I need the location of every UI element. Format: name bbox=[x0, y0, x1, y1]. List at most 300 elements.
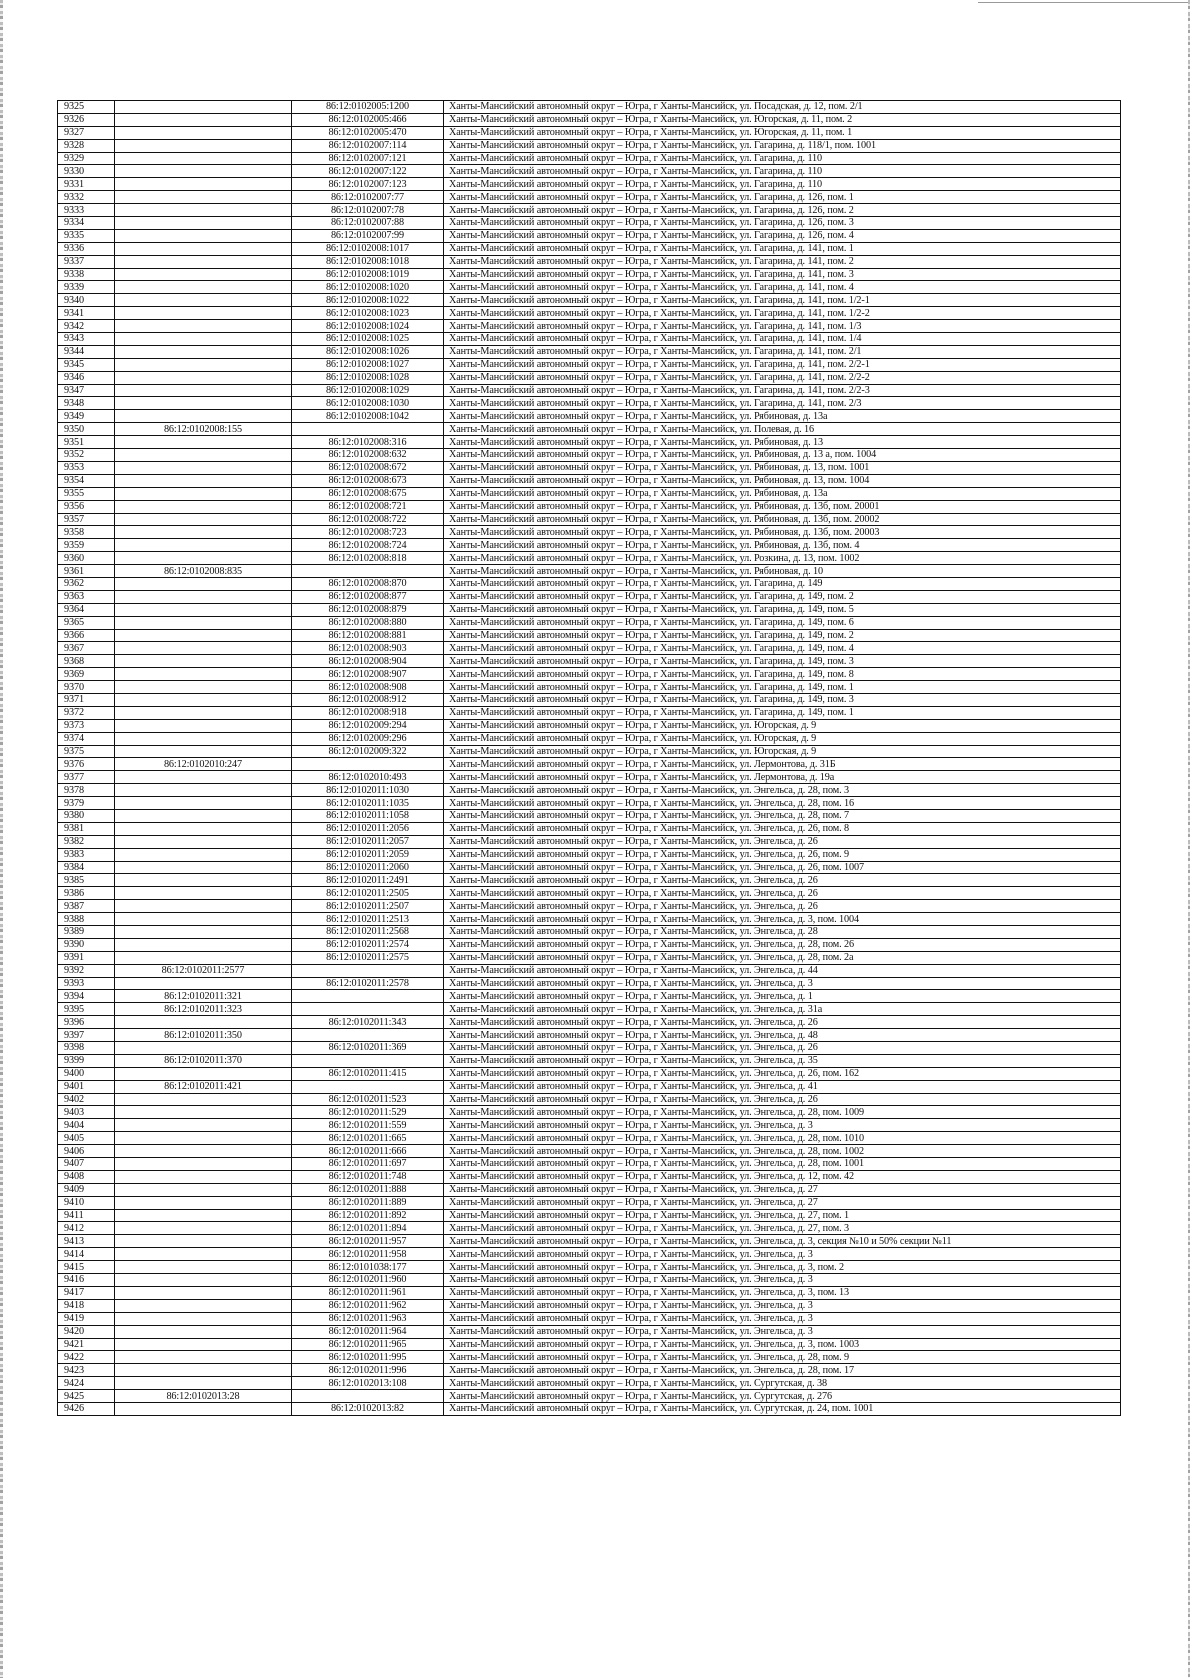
row-number-cell: 9403 bbox=[58, 1106, 115, 1119]
row-number-cell: 9426 bbox=[58, 1402, 115, 1415]
land-cadastral-number-cell bbox=[115, 861, 292, 874]
row-number-cell: 9418 bbox=[58, 1299, 115, 1312]
land-cadastral-number-cell bbox=[115, 101, 292, 114]
row-number-cell: 9354 bbox=[58, 474, 115, 487]
land-cadastral-number-cell bbox=[115, 603, 292, 616]
building-cadastral-number-cell: 86:12:0102008:672 bbox=[292, 461, 444, 474]
building-cadastral-number-cell: 86:12:0102008:881 bbox=[292, 629, 444, 642]
row-number-cell: 9423 bbox=[58, 1364, 115, 1377]
building-cadastral-number-cell: 86:12:0102008:1017 bbox=[292, 242, 444, 255]
row-number-cell: 9404 bbox=[58, 1119, 115, 1132]
land-cadastral-number-cell bbox=[115, 590, 292, 603]
table-row bbox=[58, 964, 1121, 977]
address-cell: Ханты-Мансийский автономный округ – Югра, г Ханты-Мансийск, ул. Розкина, д. 13, пом. 1002 bbox=[444, 552, 1121, 565]
address-cell: Ханты-Мансийский автономный округ – Югра, г Ханты-Мансийск, ул. Энгельса, д. 3 bbox=[444, 977, 1121, 990]
row-number-cell: 9410 bbox=[58, 1196, 115, 1209]
building-cadastral-number-cell: 86:12:0102011:892 bbox=[292, 1209, 444, 1222]
table-row bbox=[58, 1364, 1121, 1377]
address-cell: Ханты-Мансийский автономный округ – Югра, г Ханты-Мансийск, ул. Энгельса, д. 26, пом. 162 bbox=[444, 1067, 1121, 1080]
land-cadastral-number-cell bbox=[115, 1377, 292, 1390]
address-cell: Ханты-Мансийский автономный округ – Югра, г Ханты-Мансийск, ул. Сургутская, д. 24, пом. 1001 bbox=[444, 1402, 1121, 1415]
table-row bbox=[58, 1235, 1121, 1248]
land-cadastral-number-cell bbox=[115, 1222, 292, 1235]
table-row bbox=[58, 1209, 1121, 1222]
row-number-cell: 9358 bbox=[58, 526, 115, 539]
row-number-cell: 9422 bbox=[58, 1351, 115, 1364]
table-row bbox=[58, 1183, 1121, 1196]
land-cadastral-number-cell bbox=[115, 217, 292, 230]
land-cadastral-number-cell bbox=[115, 1299, 292, 1312]
building-cadastral-number-cell: 86:12:0102007:78 bbox=[292, 204, 444, 217]
row-number-cell: 9327 bbox=[58, 126, 115, 139]
building-cadastral-number-cell: 86:12:0102008:879 bbox=[292, 603, 444, 616]
land-cadastral-number-cell bbox=[115, 152, 292, 165]
row-number-cell: 9391 bbox=[58, 951, 115, 964]
scan-edge-top bbox=[978, 2, 1188, 3]
land-cadastral-number-cell: 86:12:0102010:247 bbox=[115, 758, 292, 771]
row-number-cell: 9345 bbox=[58, 358, 115, 371]
address-cell: Ханты-Мансийский автономный округ – Югра, г Ханты-Мансийск, ул. Гагарина, д. 149, пом. 4 bbox=[444, 642, 1121, 655]
building-cadastral-number-cell: 86:12:0102011:2575 bbox=[292, 951, 444, 964]
land-cadastral-number-cell bbox=[115, 268, 292, 281]
table-row bbox=[58, 1248, 1121, 1261]
land-cadastral-number-cell bbox=[115, 229, 292, 242]
table-row bbox=[58, 822, 1121, 835]
land-cadastral-number-cell bbox=[115, 668, 292, 681]
building-cadastral-number-cell: 86:12:0102008:1018 bbox=[292, 255, 444, 268]
address-cell: Ханты-Мансийский автономный округ – Югра, г Ханты-Мансийск, ул. Энгельса, д. 28, пом. 7 bbox=[444, 809, 1121, 822]
table-row bbox=[58, 526, 1121, 539]
table-row bbox=[58, 1119, 1121, 1132]
table-row bbox=[58, 913, 1121, 926]
row-number-cell: 9361 bbox=[58, 565, 115, 578]
address-cell: Ханты-Мансийский автономный округ – Югра, г Ханты-Мансийск, ул. Гагарина, д. 126, пом. 3 bbox=[444, 217, 1121, 230]
address-cell: Ханты-Мансийский автономный округ – Югра, г Ханты-Мансийск, ул. Югорская, д. 11, пом. 1 bbox=[444, 126, 1121, 139]
table-row bbox=[58, 693, 1121, 706]
land-cadastral-number-cell bbox=[115, 513, 292, 526]
table-row bbox=[58, 1338, 1121, 1351]
row-number-cell: 9353 bbox=[58, 461, 115, 474]
land-cadastral-number-cell bbox=[115, 255, 292, 268]
address-cell: Ханты-Мансийский автономный округ – Югра, г Ханты-Мансийск, ул. Рябиновая, д. 13а bbox=[444, 487, 1121, 500]
table-row bbox=[58, 539, 1121, 552]
land-cadastral-number-cell: 86:12:0102008:835 bbox=[115, 565, 292, 578]
row-number-cell: 9419 bbox=[58, 1312, 115, 1325]
table-row bbox=[58, 345, 1121, 358]
address-cell: Ханты-Мансийский автономный округ – Югра, г Ханты-Мансийск, ул. Гагарина, д. 110 bbox=[444, 152, 1121, 165]
row-number-cell: 9328 bbox=[58, 139, 115, 152]
row-number-cell: 9394 bbox=[58, 990, 115, 1003]
row-number-cell: 9373 bbox=[58, 719, 115, 732]
table-row bbox=[58, 1016, 1121, 1029]
address-cell: Ханты-Мансийский автономный округ – Югра, г Ханты-Мансийск, ул. Гагарина, д. 149, пом. 1 bbox=[444, 681, 1121, 694]
address-cell: Ханты-Мансийский автономный округ – Югра, г Ханты-Мансийск, ул. Энгельса, д. 28, пом. 17 bbox=[444, 1364, 1121, 1377]
address-cell: Ханты-Мансийский автономный округ – Югра, г Ханты-Мансийск, ул. Гагарина, д. 141, пом. 1 bbox=[444, 242, 1121, 255]
land-cadastral-number-cell bbox=[115, 1016, 292, 1029]
table-row bbox=[58, 745, 1121, 758]
table-row bbox=[58, 423, 1121, 436]
row-number-cell: 9344 bbox=[58, 345, 115, 358]
building-cadastral-number-cell bbox=[292, 1003, 444, 1016]
address-cell: Ханты-Мансийский автономный округ – Югра, г Ханты-Мансийск, ул. Гагарина, д. 149, пом. 6 bbox=[444, 616, 1121, 629]
table-row bbox=[58, 1145, 1121, 1158]
row-number-cell: 9341 bbox=[58, 307, 115, 320]
table-row bbox=[58, 436, 1121, 449]
address-cell: Ханты-Мансийский автономный округ – Югра, г Ханты-Мансийск, ул. Энгельса, д. 28, пом. 16 bbox=[444, 797, 1121, 810]
table-row bbox=[58, 616, 1121, 629]
row-number-cell: 9355 bbox=[58, 487, 115, 500]
building-cadastral-number-cell: 86:12:0102011:666 bbox=[292, 1145, 444, 1158]
table-row bbox=[58, 1402, 1121, 1415]
address-cell: Ханты-Мансийский автономный округ – Югра, г Ханты-Мансийск, ул. Энгельса, д. 26 bbox=[444, 874, 1121, 887]
table-row bbox=[58, 358, 1121, 371]
row-number-cell: 9376 bbox=[58, 758, 115, 771]
address-cell: Ханты-Мансийский автономный округ – Югра, г Ханты-Мансийск, ул. Энгельса, д. 26, пом. 1007 bbox=[444, 861, 1121, 874]
table-row bbox=[58, 1325, 1121, 1338]
row-number-cell: 9385 bbox=[58, 874, 115, 887]
land-cadastral-number-cell bbox=[115, 719, 292, 732]
table-row bbox=[58, 1054, 1121, 1067]
row-number-cell: 9392 bbox=[58, 964, 115, 977]
building-cadastral-number-cell: 86:12:0102011:2505 bbox=[292, 887, 444, 900]
land-cadastral-number-cell bbox=[115, 1209, 292, 1222]
building-cadastral-number-cell: 86:12:0102008:1029 bbox=[292, 384, 444, 397]
land-cadastral-number-cell bbox=[115, 165, 292, 178]
row-number-cell: 9387 bbox=[58, 900, 115, 913]
building-cadastral-number-cell: 86:12:0102011:958 bbox=[292, 1248, 444, 1261]
building-cadastral-number-cell: 86:12:0102011:889 bbox=[292, 1196, 444, 1209]
row-number-cell: 9414 bbox=[58, 1248, 115, 1261]
table-row bbox=[58, 887, 1121, 900]
table-row bbox=[58, 513, 1121, 526]
building-cadastral-number-cell: 86:12:0102011:1058 bbox=[292, 809, 444, 822]
building-cadastral-number-cell: 86:12:0102011:1035 bbox=[292, 797, 444, 810]
address-cell: Ханты-Мансийский автономный округ – Югра, г Ханты-Мансийск, ул. Энгельса, д. 26 bbox=[444, 900, 1121, 913]
building-cadastral-number-cell: 86:12:0102013:82 bbox=[292, 1402, 444, 1415]
address-cell: Ханты-Мансийский автономный округ – Югра, г Ханты-Мансийск, ул. Энгельса, д. 28, пом. 2а bbox=[444, 951, 1121, 964]
row-number-cell: 9365 bbox=[58, 616, 115, 629]
address-cell: Ханты-Мансийский автономный округ – Югра, г Ханты-Мансийск, ул. Энгельса, д. 3, пом. 1003 bbox=[444, 1338, 1121, 1351]
table-row bbox=[58, 474, 1121, 487]
address-cell: Ханты-Мансийский автономный округ – Югра, г Ханты-Мансийск, ул. Гагарина, д. 149, пом. 3 bbox=[444, 693, 1121, 706]
address-cell: Ханты-Мансийский автономный округ – Югра, г Ханты-Мансийск, ул. Энгельса, д. 3 bbox=[444, 1325, 1121, 1338]
building-cadastral-number-cell: 86:12:0102007:99 bbox=[292, 229, 444, 242]
row-number-cell: 9408 bbox=[58, 1170, 115, 1183]
building-cadastral-number-cell: 86:12:0102008:724 bbox=[292, 539, 444, 552]
land-cadastral-number-cell bbox=[115, 539, 292, 552]
table-row bbox=[58, 861, 1121, 874]
table-row bbox=[58, 848, 1121, 861]
address-cell: Ханты-Мансийский автономный округ – Югра, г Ханты-Мансийск, ул. Югорская, д. 11, пом. 2 bbox=[444, 113, 1121, 126]
building-cadastral-number-cell: 86:12:0102007:121 bbox=[292, 152, 444, 165]
address-cell: Ханты-Мансийский автономный округ – Югра, г Ханты-Мансийск, ул. Энгельса, д. 28, пом. 3 bbox=[444, 784, 1121, 797]
table-row bbox=[58, 900, 1121, 913]
land-cadastral-number-cell bbox=[115, 1119, 292, 1132]
land-cadastral-number-cell bbox=[115, 1274, 292, 1287]
address-cell: Ханты-Мансийский автономный округ – Югра, г Ханты-Мансийск, ул. Энгельса, д. 27 bbox=[444, 1196, 1121, 1209]
building-cadastral-number-cell: 86:12:0102008:1030 bbox=[292, 397, 444, 410]
building-cadastral-number-cell: 86:12:0102011:2056 bbox=[292, 822, 444, 835]
land-cadastral-number-cell bbox=[115, 1235, 292, 1248]
building-cadastral-number-cell: 86:12:0102008:908 bbox=[292, 681, 444, 694]
land-cadastral-number-cell bbox=[115, 384, 292, 397]
table-row bbox=[58, 165, 1121, 178]
address-cell: Ханты-Мансийский автономный округ – Югра, г Ханты-Мансийск, ул. Энгельса, д. 48 bbox=[444, 1029, 1121, 1042]
row-number-cell: 9372 bbox=[58, 706, 115, 719]
address-cell: Ханты-Мансийский автономный округ – Югра, г Ханты-Мансийск, ул. Энгельса, д. 3 bbox=[444, 1299, 1121, 1312]
row-number-cell: 9420 bbox=[58, 1325, 115, 1338]
row-number-cell: 9335 bbox=[58, 229, 115, 242]
row-number-cell: 9346 bbox=[58, 371, 115, 384]
table-row bbox=[58, 668, 1121, 681]
building-cadastral-number-cell: 86:12:0102011:559 bbox=[292, 1119, 444, 1132]
table-row bbox=[58, 706, 1121, 719]
table-row bbox=[58, 371, 1121, 384]
address-cell: Ханты-Мансийский автономный округ – Югра, г Ханты-Мансийск, ул. Гагарина, д. 110 bbox=[444, 165, 1121, 178]
address-cell: Ханты-Мансийский автономный округ – Югра, г Ханты-Мансийск, ул. Энгельса, д. 3, пом. 13 bbox=[444, 1286, 1121, 1299]
row-number-cell: 9421 bbox=[58, 1338, 115, 1351]
row-number-cell: 9400 bbox=[58, 1067, 115, 1080]
address-cell: Ханты-Мансийский автономный округ – Югра, г Ханты-Мансийск, ул. Лермонтова, д. 31Б bbox=[444, 758, 1121, 771]
land-cadastral-number-cell bbox=[115, 874, 292, 887]
table-row bbox=[58, 410, 1121, 423]
row-number-cell: 9381 bbox=[58, 822, 115, 835]
building-cadastral-number-cell: 86:12:0102011:2060 bbox=[292, 861, 444, 874]
address-cell: Ханты-Мансийский автономный округ – Югра, г Ханты-Мансийск, ул. Энгельса, д. 3, пом. 1004 bbox=[444, 913, 1121, 926]
land-cadastral-number-cell bbox=[115, 771, 292, 784]
building-cadastral-number-cell: 86:12:0102011:665 bbox=[292, 1132, 444, 1145]
land-cadastral-number-cell bbox=[115, 500, 292, 513]
row-number-cell: 9424 bbox=[58, 1377, 115, 1390]
table-row bbox=[58, 590, 1121, 603]
address-cell: Ханты-Мансийский автономный округ – Югра, г Ханты-Мансийск, ул. Энгельса, д. 28, пом. 1009 bbox=[444, 1106, 1121, 1119]
table-row bbox=[58, 1377, 1121, 1390]
row-number-cell: 9377 bbox=[58, 771, 115, 784]
address-cell: Ханты-Мансийский автономный округ – Югра, г Ханты-Мансийск, ул. Гагарина, д. 118/1, пом. 1001 bbox=[444, 139, 1121, 152]
row-number-cell: 9342 bbox=[58, 320, 115, 333]
row-number-cell: 9384 bbox=[58, 861, 115, 874]
building-cadastral-number-cell: 86:12:0102009:322 bbox=[292, 745, 444, 758]
land-cadastral-number-cell bbox=[115, 629, 292, 642]
row-number-cell: 9395 bbox=[58, 1003, 115, 1016]
address-cell: Ханты-Мансийский автономный округ – Югра, г Ханты-Мансийск, ул. Энгельса, д. 27 bbox=[444, 1183, 1121, 1196]
row-number-cell: 9405 bbox=[58, 1132, 115, 1145]
row-number-cell: 9336 bbox=[58, 242, 115, 255]
land-cadastral-number-cell bbox=[115, 139, 292, 152]
land-cadastral-number-cell bbox=[115, 577, 292, 590]
land-cadastral-number-cell: 86:12:0102011:350 bbox=[115, 1029, 292, 1042]
building-cadastral-number-cell: 86:12:0102011:965 bbox=[292, 1338, 444, 1351]
table-row bbox=[58, 113, 1121, 126]
address-cell: Ханты-Мансийский автономный округ – Югра, г Ханты-Мансийск, ул. Рябиновая, д. 10 bbox=[444, 565, 1121, 578]
address-cell: Ханты-Мансийский автономный округ – Югра, г Ханты-Мансийск, ул. Рябиновая, д. 13а bbox=[444, 410, 1121, 423]
row-number-cell: 9332 bbox=[58, 191, 115, 204]
land-cadastral-number-cell bbox=[115, 281, 292, 294]
row-number-cell: 9389 bbox=[58, 926, 115, 939]
address-cell: Ханты-Мансийский автономный округ – Югра, г Ханты-Мансийск, ул. Энгельса, д. 26 bbox=[444, 887, 1121, 900]
address-cell: Ханты-Мансийский автономный округ – Югра, г Ханты-Мансийск, ул. Гагарина, д. 149, пом. 2 bbox=[444, 590, 1121, 603]
address-cell: Ханты-Мансийский автономный округ – Югра, г Ханты-Мансийск, ул. Энгельса, д. 35 bbox=[444, 1054, 1121, 1067]
table-row bbox=[58, 938, 1121, 951]
building-cadastral-number-cell: 86:12:0102011:2578 bbox=[292, 977, 444, 990]
address-cell: Ханты-Мансийский автономный округ – Югра, г Ханты-Мансийск, ул. Сургутская, д. 38 bbox=[444, 1377, 1121, 1390]
row-number-cell: 9343 bbox=[58, 333, 115, 346]
building-cadastral-number-cell bbox=[292, 565, 444, 578]
address-cell: Ханты-Мансийский автономный округ – Югра, г Ханты-Мансийск, ул. Гагарина, д. 149, пом. 1 bbox=[444, 706, 1121, 719]
table-row bbox=[58, 320, 1121, 333]
building-cadastral-number-cell: 86:12:0102007:123 bbox=[292, 178, 444, 191]
row-number-cell: 9334 bbox=[58, 217, 115, 230]
building-cadastral-number-cell: 86:12:0102008:904 bbox=[292, 655, 444, 668]
address-cell: Ханты-Мансийский автономный округ – Югра, г Ханты-Мансийск, ул. Энгельса, д. 1 bbox=[444, 990, 1121, 1003]
building-cadastral-number-cell bbox=[292, 964, 444, 977]
row-number-cell: 9411 bbox=[58, 1209, 115, 1222]
table-row bbox=[58, 797, 1121, 810]
row-number-cell: 9330 bbox=[58, 165, 115, 178]
land-cadastral-number-cell bbox=[115, 1183, 292, 1196]
building-cadastral-number-cell: 86:12:0102011:888 bbox=[292, 1183, 444, 1196]
building-cadastral-number-cell bbox=[292, 423, 444, 436]
address-cell: Ханты-Мансийский автономный округ – Югра, г Ханты-Мансийск, ул. Гагарина, д. 141, пом. 2/2-2 bbox=[444, 371, 1121, 384]
address-cell: Ханты-Мансийский автономный округ – Югра, г Ханты-Мансийск, ул. Гагарина, д. 149, пом. 8 bbox=[444, 668, 1121, 681]
scan-edge-right bbox=[1188, 0, 1190, 1678]
address-cell: Ханты-Мансийский автономный округ – Югра, г Ханты-Мансийск, ул. Гагарина, д. 141, пом. 1/3 bbox=[444, 320, 1121, 333]
table-row bbox=[58, 990, 1121, 1003]
row-number-cell: 9399 bbox=[58, 1054, 115, 1067]
row-number-cell: 9413 bbox=[58, 1235, 115, 1248]
building-cadastral-number-cell: 86:12:0102009:296 bbox=[292, 732, 444, 745]
row-number-cell: 9337 bbox=[58, 255, 115, 268]
land-cadastral-number-cell bbox=[115, 204, 292, 217]
table-row bbox=[58, 565, 1121, 578]
land-cadastral-number-cell bbox=[115, 1286, 292, 1299]
address-cell: Ханты-Мансийский автономный округ – Югра, г Ханты-Мансийск, ул. Сургутская, д. 276 bbox=[444, 1390, 1121, 1403]
land-cadastral-number-cell bbox=[115, 371, 292, 384]
row-number-cell: 9407 bbox=[58, 1158, 115, 1171]
address-cell: Ханты-Мансийский автономный округ – Югра, г Ханты-Мансийск, ул. Гагарина, д. 110 bbox=[444, 178, 1121, 191]
table-row bbox=[58, 1274, 1121, 1287]
row-number-cell: 9366 bbox=[58, 629, 115, 642]
address-cell: Ханты-Мансийский автономный округ – Югра, г Ханты-Мансийск, ул. Гагарина, д. 141, пом. 3 bbox=[444, 268, 1121, 281]
land-cadastral-number-cell bbox=[115, 951, 292, 964]
land-cadastral-number-cell bbox=[115, 1364, 292, 1377]
row-number-cell: 9347 bbox=[58, 384, 115, 397]
building-cadastral-number-cell: 86:12:0102008:316 bbox=[292, 436, 444, 449]
address-cell: Ханты-Мансийский автономный округ – Югра, г Ханты-Мансийск, ул. Гагарина, д. 141, пом. 2/2-1 bbox=[444, 358, 1121, 371]
address-cell: Ханты-Мансийский автономный округ – Югра, г Ханты-Мансийск, ул. Лермонтова, д. 19а bbox=[444, 771, 1121, 784]
table-row bbox=[58, 397, 1121, 410]
table-row bbox=[58, 1351, 1121, 1364]
land-cadastral-number-cell bbox=[115, 1402, 292, 1415]
address-cell: Ханты-Мансийский автономный округ – Югра, г Ханты-Мансийск, ул. Энгельса, д. 3 bbox=[444, 1274, 1121, 1287]
table-row bbox=[58, 603, 1121, 616]
table-row bbox=[58, 552, 1121, 565]
table-row bbox=[58, 655, 1121, 668]
land-cadastral-number-cell bbox=[115, 835, 292, 848]
row-number-cell: 9364 bbox=[58, 603, 115, 616]
address-cell: Ханты-Мансийский автономный округ – Югра, г Ханты-Мансийск, ул. Энгельса, д. 26, пом. 8 bbox=[444, 822, 1121, 835]
address-cell: Ханты-Мансийский автономный округ – Югра, г Ханты-Мансийск, ул. Гагарина, д. 141, пом. 1/2-1 bbox=[444, 294, 1121, 307]
table-row bbox=[58, 449, 1121, 462]
row-number-cell: 9348 bbox=[58, 397, 115, 410]
row-number-cell: 9370 bbox=[58, 681, 115, 694]
building-cadastral-number-cell bbox=[292, 1029, 444, 1042]
address-cell: Ханты-Мансийский автономный округ – Югра, г Ханты-Мансийск, ул. Энгельса, д. 44 bbox=[444, 964, 1121, 977]
building-cadastral-number-cell: 86:12:0102008:1019 bbox=[292, 268, 444, 281]
building-cadastral-number-cell: 86:12:0102008:818 bbox=[292, 552, 444, 565]
address-cell: Ханты-Мансийский автономный округ – Югра, г Ханты-Мансийск, ул. Энгельса, д. 27, пом. 3 bbox=[444, 1222, 1121, 1235]
table-row bbox=[58, 642, 1121, 655]
building-cadastral-number-cell: 86:12:0102011:964 bbox=[292, 1325, 444, 1338]
land-cadastral-number-cell bbox=[115, 358, 292, 371]
address-cell: Ханты-Мансийский автономный округ – Югра, г Ханты-Мансийск, ул. Энгельса, д. 3 bbox=[444, 1119, 1121, 1132]
building-cadastral-number-cell: 86:12:0102011:963 bbox=[292, 1312, 444, 1325]
building-cadastral-number-cell: 86:12:0102010:493 bbox=[292, 771, 444, 784]
row-number-cell: 9415 bbox=[58, 1261, 115, 1274]
address-cell: Ханты-Мансийский автономный округ – Югра, г Ханты-Мансийск, ул. Югорская, д. 9 bbox=[444, 745, 1121, 758]
building-cadastral-number-cell: 86:12:0102011:2568 bbox=[292, 926, 444, 939]
building-cadastral-number-cell: 86:12:0102008:1023 bbox=[292, 307, 444, 320]
building-cadastral-number-cell: 86:12:0102013:108 bbox=[292, 1377, 444, 1390]
address-cell: Ханты-Мансийский автономный округ – Югра, г Ханты-Мансийск, ул. Энгельса, д. 28, пом. 9 bbox=[444, 1351, 1121, 1364]
row-number-cell: 9338 bbox=[58, 268, 115, 281]
building-cadastral-number-cell: 86:12:0102007:88 bbox=[292, 217, 444, 230]
row-number-cell: 9350 bbox=[58, 423, 115, 436]
building-cadastral-number-cell bbox=[292, 1080, 444, 1093]
land-cadastral-number-cell: 86:12:0102013:28 bbox=[115, 1390, 292, 1403]
table-row bbox=[58, 835, 1121, 848]
table-row bbox=[58, 951, 1121, 964]
row-number-cell: 9362 bbox=[58, 577, 115, 590]
land-cadastral-number-cell bbox=[115, 616, 292, 629]
table-row bbox=[58, 1390, 1121, 1403]
land-cadastral-number-cell bbox=[115, 1351, 292, 1364]
building-cadastral-number-cell: 86:12:0101038:177 bbox=[292, 1261, 444, 1274]
row-number-cell: 9352 bbox=[58, 449, 115, 462]
land-cadastral-number-cell bbox=[115, 526, 292, 539]
building-cadastral-number-cell: 86:12:0102011:960 bbox=[292, 1274, 444, 1287]
address-cell: Ханты-Мансийский автономный округ – Югра, г Ханты-Мансийск, ул. Гагарина, д. 149, пом. 5 bbox=[444, 603, 1121, 616]
table-row bbox=[58, 1286, 1121, 1299]
building-cadastral-number-cell: 86:12:0102008:1042 bbox=[292, 410, 444, 423]
address-cell: Ханты-Мансийский автономный округ – Югра, г Ханты-Мансийск, ул. Гагарина, д. 149, пом. 3 bbox=[444, 655, 1121, 668]
land-cadastral-number-cell bbox=[115, 449, 292, 462]
row-number-cell: 9326 bbox=[58, 113, 115, 126]
row-number-cell: 9416 bbox=[58, 1274, 115, 1287]
table-row bbox=[58, 874, 1121, 887]
table-row bbox=[58, 384, 1121, 397]
building-cadastral-number-cell: 86:12:0102011:529 bbox=[292, 1106, 444, 1119]
building-cadastral-number-cell: 86:12:0102008:722 bbox=[292, 513, 444, 526]
land-cadastral-number-cell bbox=[115, 1312, 292, 1325]
table-row bbox=[58, 758, 1121, 771]
row-number-cell: 9357 bbox=[58, 513, 115, 526]
land-cadastral-number-cell bbox=[115, 797, 292, 810]
land-cadastral-number-cell bbox=[115, 938, 292, 951]
building-cadastral-number-cell: 86:12:0102011:1030 bbox=[292, 784, 444, 797]
land-cadastral-number-cell bbox=[115, 345, 292, 358]
land-cadastral-number-cell bbox=[115, 320, 292, 333]
address-cell: Ханты-Мансийский автономный округ – Югра, г Ханты-Мансийск, ул. Энгельса, д. 28 bbox=[444, 926, 1121, 939]
row-number-cell: 9363 bbox=[58, 590, 115, 603]
row-number-cell: 9397 bbox=[58, 1029, 115, 1042]
row-number-cell: 9378 bbox=[58, 784, 115, 797]
address-cell: Ханты-Мансийский автономный округ – Югра, г Ханты-Мансийск, ул. Югорская, д. 9 bbox=[444, 719, 1121, 732]
table-row bbox=[58, 1312, 1121, 1325]
building-cadastral-number-cell: 86:12:0102011:748 bbox=[292, 1170, 444, 1183]
land-cadastral-number-cell bbox=[115, 900, 292, 913]
table-row bbox=[58, 307, 1121, 320]
